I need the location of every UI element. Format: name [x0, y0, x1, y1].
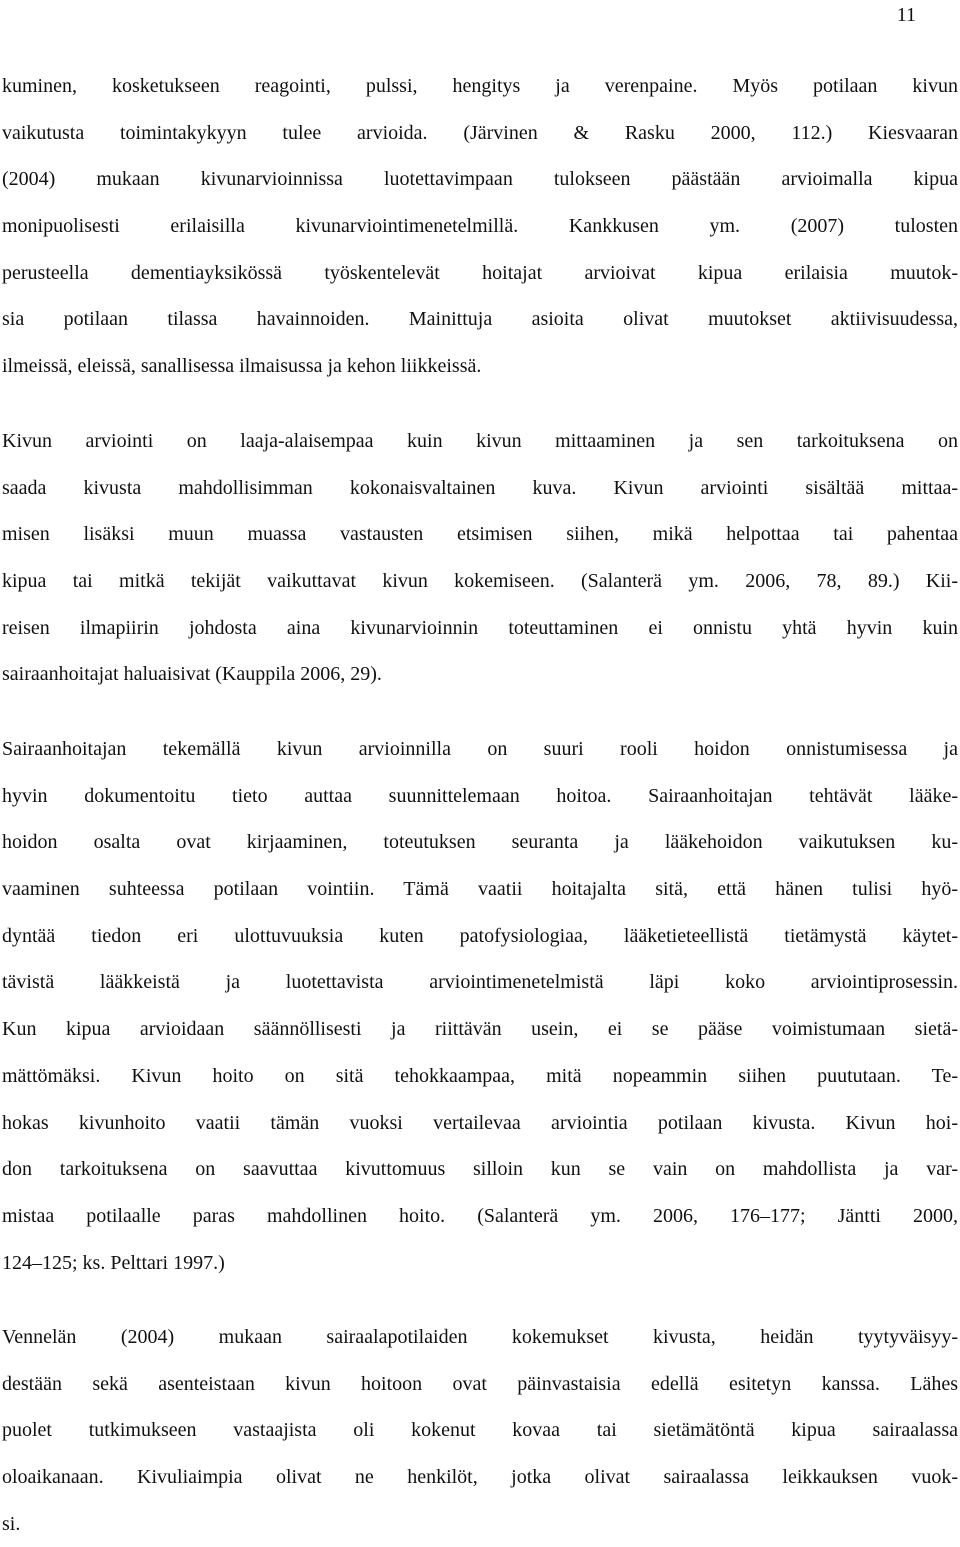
- text-line: vaaminen suhteessa potilaan vointiin. Tämä vaatii hoitajalta sitä, että hänen tulisi hyö-: [2, 878, 958, 901]
- text-line: don tarkoituksena on saavuttaa kivuttomuus silloin kun se vain on mahdollista ja var-: [2, 1158, 958, 1181]
- text-line: Kivun arviointi on laaja-alaisempaa kuin kivun mittaaminen ja sen tarkoituksena on: [2, 430, 958, 452]
- text-line: kipua tai mitkä tekijät vaikuttavat kivun kokemiseen. (Salanterä ym. 2006, 78, 89.) Kii-: [2, 570, 958, 593]
- text-line: oloaikanaan. Kivuliaimpia olivat ne henkilöt, jotka olivat sairaalassa leikkauksen vuok-: [2, 1466, 958, 1489]
- text-line: reisen ilmapiirin johdosta aina kivunarvioinnin toteuttaminen ei onnistu yhtä hyvin kuin: [2, 616, 958, 639]
- paragraph-2: [2, 418, 958, 698]
- text-line: si.: [2, 1512, 21, 1535]
- text-line: perusteella dementiayksikössä työskentelevät hoitajat arvioivat kipua erilaisia muutok-: [2, 261, 958, 284]
- page-number: 11: [896, 4, 916, 26]
- text-line: puolet tutkimukseen vastaajista oli kokenut kovaa tai sietämätöntä kipua sairaalassa: [2, 1419, 958, 1442]
- text-line: hoidon osalta ovat kirjaaminen, toteutuksen seuranta ja lääkehoidon vaikutuksen ku-: [2, 831, 958, 854]
- text-line: hyvin dokumentoitu tieto auttaa suunnittelemaan hoitoa. Sairaanhoitajan tehtävät lääke-: [2, 784, 958, 807]
- text-line: (2004) mukaan kivunarvioinnissa luotettavimpaan tulokseen päästään arvioimalla kipua: [2, 168, 958, 191]
- text-line: hokas kivunhoito vaatii tämän vuoksi vertailevaa arviointia potilaan kivusta. Kivun hoi-: [2, 1111, 958, 1134]
- text-line: mättömäksi. Kivun hoito on sitä tehokkaampaa, mitä nopeammin siihen puututaan. Te-: [2, 1064, 958, 1087]
- text-line: kuminen, kosketukseen reagointi, pulssi, hengitys ja verenpaine. Myös potilaan kivun: [2, 75, 958, 97]
- text-line: Vennelän (2004) mukaan sairaalapotilaiden kokemukset kivusta, heidän tyytyväisyy-: [2, 1326, 958, 1348]
- paragraph-4: [2, 1314, 958, 1547]
- text-line: destään sekä asenteistaan kivun hoitoon ovat päinvastaisia edellä esitetyn kanssa. Lähes: [2, 1372, 958, 1395]
- text-line: 124–125; ks. Pelttari 1997.): [2, 1251, 225, 1274]
- text-line: monipuolisesti erilaisilla kivunarviointimenetelmillä. Kankkusen ym. (2007) tulosten: [2, 215, 958, 238]
- text-line: sia potilaan tilassa havainnoiden. Mainittuja asioita olivat muutokset aktiivisuudessa,: [2, 308, 958, 331]
- text-line: sairaanhoitajat haluaisivat (Kauppila 2006, 29).: [2, 663, 382, 686]
- text-line: misen lisäksi muun muassa vastausten etsimisen siihen, mikä helpottaa tai pahentaa: [2, 523, 958, 546]
- text-line: Sairaanhoitajan tekemällä kivun arvioinnilla on suuri rooli hoidon onnistumisessa ja: [2, 738, 958, 760]
- text-line: ilmeissä, eleissä, sanallisessa ilmaisussa ja kehon liikkeissä.: [2, 355, 482, 378]
- text-line: tävistä lääkkeistä ja luotettavista arviointimenetelmistä läpi koko arviointiprosessin.: [2, 971, 958, 994]
- text-line: Kun kipua arvioidaan säännöllisesti ja riittävän usein, ei se pääse voimistumaan sietä-: [2, 1018, 958, 1041]
- text-line: saada kivusta mahdollisimman kokonaisvaltainen kuva. Kivun arviointi sisältää mittaa-: [2, 476, 958, 499]
- text-line: dyntää tiedon eri ulottuvuuksia kuten patofysiologiaa, lääketieteellistä tietämystä käytet-: [2, 924, 958, 947]
- paragraph-1: [2, 63, 958, 390]
- text-line: vaikutusta toimintakykyyn tulee arvioida. (Järvinen & Rasku 2000, 112.) Kiesvaaran: [2, 121, 958, 144]
- text-line: mistaa potilaalle paras mahdollinen hoito. (Salanterä ym. 2006, 176–177; Jäntti 2000,: [2, 1204, 958, 1227]
- paragraph-3: [2, 726, 958, 1286]
